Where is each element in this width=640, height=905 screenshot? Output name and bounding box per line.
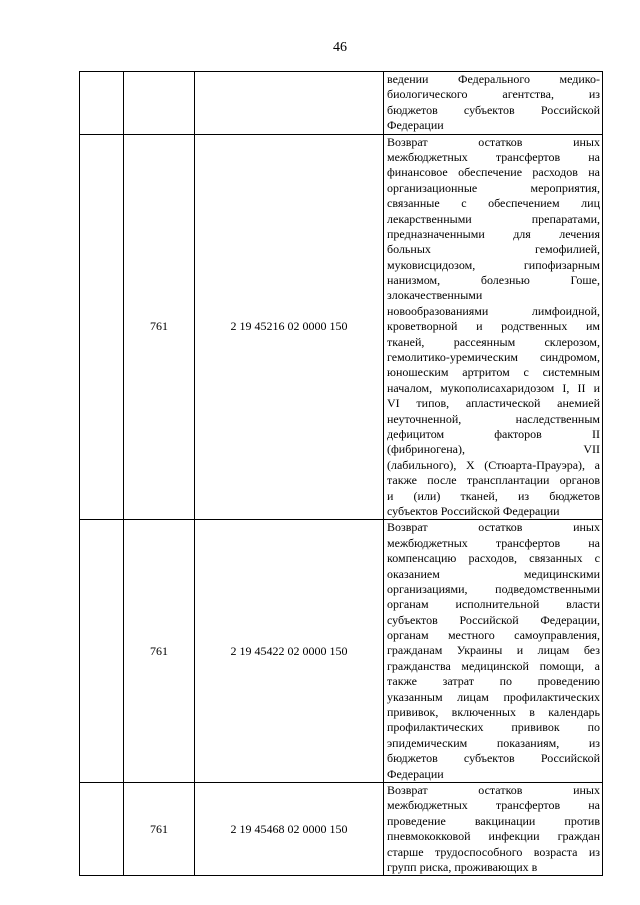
administrator-code-cell: 761 [124,520,195,783]
revenue-name-cell [384,72,603,135]
text-line: началом, мукополисахаридозом I, II и [387,380,600,395]
text-line: Возврат остатков иных [387,520,600,535]
text-line: гемолитико-уремическим синдромом, [387,350,600,365]
text-line: VI типов, апластической анемией [387,396,600,411]
text-line: Возврат остатков иных [387,782,600,797]
row-number-cell [80,782,124,875]
text-line: нанизмом, болезнью Гоше, [387,273,600,288]
text-line: организациями, подведомственными [387,581,600,596]
text-line: (лабильного), X (Стюарта-Прауэра), а [387,457,600,472]
administrator-code-cell: 761 [124,782,195,875]
text-line: также затрат по проведению [387,674,600,689]
text-line: компенсацию расходов, связанных с [387,551,600,566]
text-line: тканей, рассеянным склерозом, [387,334,600,349]
text-line: ведении Федерального медико- [387,72,600,86]
text-line: больных гемофилией, [387,242,600,257]
text-line: профилактических прививок по [387,720,600,735]
text-line: Федерации [387,766,444,781]
text-line: организационные мероприятия, [387,180,600,195]
row-number-cell [80,72,124,135]
administrator-code-cell [124,72,195,135]
text-line: гражданства медицинской помощи, а [387,658,600,673]
text-line: эпидемическим показаниям, из [387,735,600,750]
revenue-name-cell [384,134,603,520]
budget-code-cell: 2 19 45216 02 0000 150 [195,134,384,520]
text-line: (фибриногена), VII [387,442,600,457]
text-line: бюджетов субъектов Российской [387,102,600,117]
budget-code-cell [195,72,384,135]
text-line: органам исполнительной власти [387,597,600,612]
text-line: межбюджетных трансфертов на [387,149,600,164]
revenue-name-cell [384,782,603,875]
text-line: пневмококковой инфекции граждан [387,829,600,844]
page-number: 46 [333,40,347,55]
text-line: злокачественными [387,288,483,303]
text-line: Возврат остатков иных [387,134,600,149]
text-line: межбюджетных трансфертов на [387,798,600,813]
text-line: связанные с обеспечением лиц [387,196,600,211]
text-line: кроветворной и родственных им [387,319,600,334]
text-line: бюджетов субъектов Российской [387,751,600,766]
text-line: прививок, включенных в календарь [387,705,600,720]
table-body [80,72,603,876]
text-line: новообразованиями лимфоидной, [387,303,600,318]
text-line: органам местного самоуправления, [387,628,600,643]
text-line: муковисцидозом, гипофизарным [387,257,600,272]
text-line: оказанием медицинскими [387,566,600,581]
text-line: дефицитом факторов II [387,426,600,441]
text-line: проведение вакцинации против [387,813,600,828]
text-line: межбюджетных трансфертов на [387,535,600,550]
text-line: неуточненной, наследственным [387,411,600,426]
table-row [80,72,603,135]
text-line: Федерации [387,118,444,133]
text-line: групп риска, проживающих в [387,859,538,874]
table-row [80,520,603,783]
administrator-code-cell: 761 [124,134,195,520]
budget-codes-table [79,71,603,876]
budget-code-cell: 2 19 45422 02 0000 150 [195,520,384,783]
text-line: юношеским артритом с системным [387,365,600,380]
row-number-cell [80,520,124,783]
text-line: субъектов Российской Федерации, [387,612,600,627]
text-line: указанным лицам профилактических [387,689,600,704]
budget-code-cell: 2 19 45468 02 0000 150 [195,782,384,875]
text-line: субъектов Российской Федерации [387,503,560,518]
text-line: финансовое обеспечение расходов на [387,165,600,180]
budget-codes-table-wrapper [79,71,602,876]
text-line: и (или) тканей, из бюджетов [387,488,600,503]
text-line: также после трансплантации органов [387,473,600,488]
text-line: биологического агентства, из [387,87,600,102]
text-line: старше трудоспособного возраста из [387,844,600,859]
row-number-cell [80,134,124,520]
text-line: лекарственными препаратами, [387,211,600,226]
text-line: предназначенными для лечения [387,226,600,241]
revenue-name-cell [384,520,603,783]
table-row [80,782,603,875]
text-line: гражданам Украины и лицам без [387,643,600,658]
table-row [80,134,603,520]
